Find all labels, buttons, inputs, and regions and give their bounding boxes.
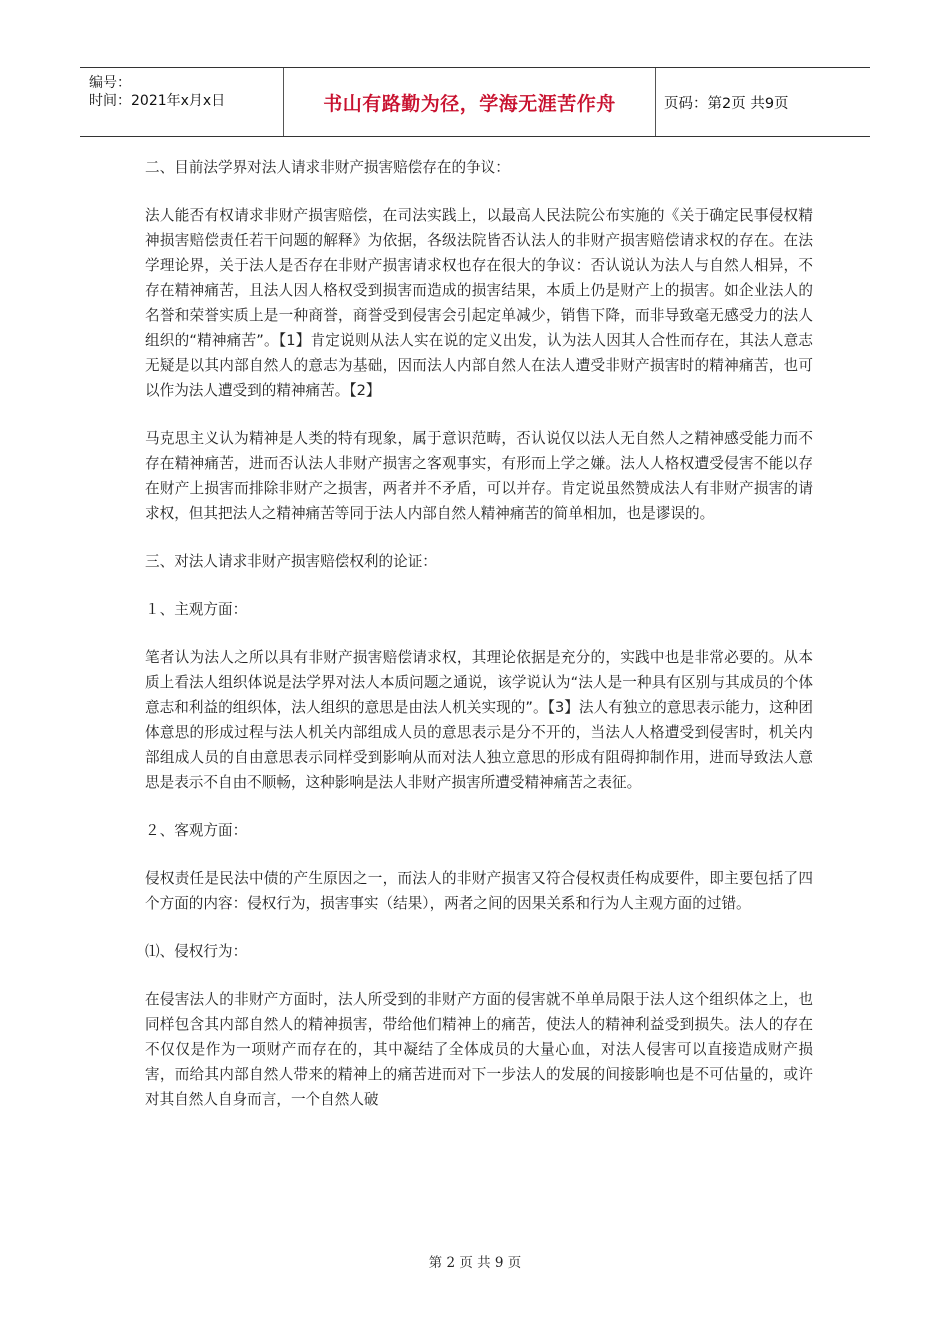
body-paragraph: 笔者认为法人之所以具有非财产损害赔偿请求权，其理论依据是充分的，实践中也是非常必要的。从本质上看法人组织体说是法学界对法人本质问题之通说，该学说认为“法人是一种具有区别与其成员的个体意志和利益的组织体，法人组织的意思是由法人机关实现的”。【3】法人有独立的意思表示能力，这种团体意思的形成过程与法人机关内部组成人员的意思表示是分不开的，当法人人格遭受到侵害时，机关内部组成人员的自由意思表示同样受到影响从而对法人独立意思的形成有阻碍抑制作用，进而导致法人意思是表示不自由不顺畅，这种影响是法人非财产损害所遭受精神痛苦之表征。 [145, 649, 813, 791]
body-paragraph: 马克思主义认为精神是人类的特有现象，属于意识范畴，否认说仅以法人无自然人之精神感受能力而不存在精神痛苦，进而否认法人非财产损害之客观事实，有形而上学之嫌。法人人格权遭受侵害不能以存在财产上损害而排除非财产之损害，两者并不矛盾，可以并存。肯定说虽然赞成法人有非财产损害的请求权，但其把法人之精神痛苦等同于法人内部自然人精神痛苦的简单相加，也是谬误的。 [145, 430, 813, 522]
subheading-subjective: １、主观方面： [145, 601, 248, 618]
header-motto-cell [284, 68, 656, 136]
body-paragraph: 在侵害法人的非财产方面时，法人所受到的非财产方面的侵害就不单单局限于法人这个组织体之上，也同样包含其内部自然人的精神损害，带给他们精神上的痛苦，使法人的精神利益受到损失。法人的存在不仅仅是作为一项财产而存在的，其中凝结了全体成员的大量心血，对法人侵害可以直接造成财产损害，而给其内部自然人带来的精神上的痛苦进而对下一步法人的发展的间接影响也是不可估量的，或许对其自然人自身而言，一个自然人破 [145, 991, 813, 1108]
document-body [145, 155, 813, 1135]
section-heading-3: 三、对法人请求非财产损害赔偿权利的论证： [145, 553, 437, 570]
section-heading-2: 二、目前法学界对法人请求非财产损害赔偿存在的争议： [145, 159, 510, 176]
body-paragraph: 法人能否有权请求非财产损害赔偿，在司法实践上，以最高人民法院公布实施的《关于确定民事侵权精神损害赔偿责任若干问题的解释》为依据，各级法院皆否认法人的非财产损害赔偿请求权的存在。在法学理论界，关于法人是否存在非财产损害请求权也存在很大的争议：否认说认为法人与自然人相异，不存在精神痛苦，且法人因人格权受到损害而造成的损害结果，本质上仍是财产上的损害。如企业法人的名誉和荣誉实质上是一种商誉，商誉受到侵害会引起定单减少，销售下降，而非导致毫无感受力的法人组织的“精神痛苦”。【1】肯定说则从法人实在说的定义出发，认为法人因其人合性而存在，其法人意志无疑是以其内部自然人的意志为基础，因而法人内部自然人在法人遭受非财产损害时的精神痛苦，也可以作为法人遭受到的精神痛苦。【2】 [145, 207, 813, 399]
header-page-number: 页码：第2页 共9页 [664, 95, 789, 112]
header-motto: 书山有路勤为径，学海无涯苦作舟 [323, 92, 616, 115]
date-label: 时间：2021年x月x日 [89, 93, 226, 109]
header-meta-cell [80, 68, 284, 136]
subheading-tort-act: ⑴、侵权行为： [145, 943, 248, 960]
page-header [80, 67, 870, 137]
serial-number-label: 编号： [89, 75, 131, 91]
page-footer: 第 2 页 共 9 页 [428, 1255, 522, 1271]
body-paragraph: 侵权责任是民法中债的产生原因之一，而法人的非财产损害又符合侵权责任构成要件，即主要包括了四个方面的内容：侵权行为，损害事实（结果），两者之间的因果关系和行为人主观方面的过错。 [145, 870, 813, 912]
subheading-objective: ２、客观方面： [145, 822, 248, 839]
header-page-cell [656, 68, 870, 136]
